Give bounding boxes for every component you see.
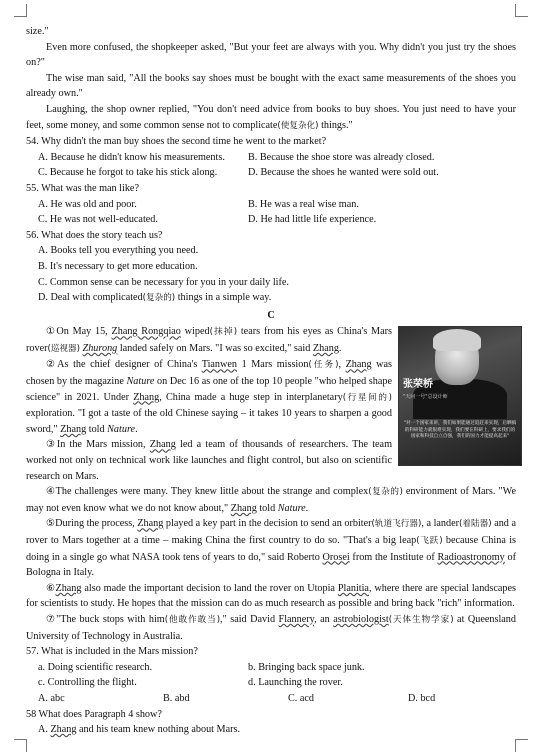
option-c[interactable]: C. He was not well-educated. <box>38 214 158 226</box>
option-a[interactable]: A. Zhang and his team knew nothing about Mars. <box>38 724 241 736</box>
option-a[interactable]: A. Because he didn't know his measurements. <box>38 151 225 163</box>
option-a[interactable]: A. abc <box>38 692 65 704</box>
passage-b-ending: size." <box>26 26 49 37</box>
photo-caption-title: "天问一号"总设计师 <box>403 394 448 401</box>
question-stem: 54. Why didn't the man buy shoes the second time he went to the market? <box>26 136 327 148</box>
question-55 <box>26 181 516 228</box>
passage-b-paragraph: Laughing, the shop owner replied, "You don't need advice from books to buy shoes. You just need to have your feet, some money, and some common sense not to complicate(使复杂化) things." <box>26 103 516 131</box>
crop-mark-top-right <box>515 4 528 17</box>
option-c[interactable]: C. acd <box>288 692 315 704</box>
passage-b-paragraph: The wise man said, "All the books say shoes must be bought with the exact same measurements of the shoes you already own." <box>26 72 516 100</box>
option-c[interactable]: C. Because he forgot to take his stick along. <box>38 167 218 179</box>
item-d: d. Launching the rover. <box>248 677 343 689</box>
question-57 <box>26 644 516 706</box>
question-56 <box>26 228 516 307</box>
question-stem: 57. What is included in the Mars mission? <box>26 646 198 658</box>
question-stem: 56. What does the story teach us? <box>26 229 163 241</box>
crop-mark-top-left <box>14 4 27 17</box>
paragraph-3: ③In the Mars mission, Zhang led a team of thousands of researchers. The team worked not only on technical work like launches and flight control, but also on scientific research on Mars. <box>26 439 393 482</box>
paragraph-6: ⑥Zhang also made the important decision to land the rover on Utopia Planitia, where there are special landscapes for scientists to study. He hopes that the mission can do as much research as possible and bring back "rich" information. <box>26 582 516 610</box>
question-54 <box>26 134 516 181</box>
option-a[interactable]: A. He was old and poor. <box>38 198 137 210</box>
option-b[interactable]: B. abd <box>163 692 190 704</box>
option-a[interactable]: A. Books tell you everything you need. <box>38 245 199 257</box>
photo-hair-shape <box>433 329 481 351</box>
paragraph-5: ⑤During the process, Zhang played a key part in the decision to send an orbiter(轨道飞行器), a lander(着陆器) and a rover to Mars together at a time – making China the first country to do so. "That's a big leap(飞跃) because China is doing in a single go what NASA took tens of years to do," said Roberto Orosei from the Institute of Radioastronomy of Bologna in Italy. <box>26 518 516 579</box>
item-c: c. Controlling the flight. <box>38 677 137 689</box>
option-c[interactable]: C. Common sense can be necessary for you in your daily life. <box>38 276 289 288</box>
paragraph-1: ①On May 15, Zhang Rongqiao wiped(抹掉) tears from his eyes as China's Mars rover(巡视器) Zhurong landed safely on Mars. "I was so excited," said Zhang. <box>26 326 392 354</box>
question-58 <box>26 707 516 738</box>
item-a: a. Doing scientific research. <box>38 661 152 673</box>
option-b[interactable]: B. It's necessary to get more education. <box>38 260 198 272</box>
photo-caption-name: 张荣桥 <box>403 379 433 391</box>
zhang-rongqiao-photo <box>398 326 522 466</box>
option-d[interactable]: D. Deal with complicated(复杂的) things in a simple way. <box>38 292 272 304</box>
document-body <box>26 24 516 738</box>
option-d[interactable]: D. bcd <box>408 692 436 704</box>
crop-mark-bottom-left <box>14 739 27 752</box>
option-b[interactable]: B. Because the shoe store was already closed. <box>248 151 435 163</box>
paragraph-2: ②As the chief designer of China's Tianwen 1 Mars mission(任务), Zhang was chosen by the magazine Nature on Dec 16 as one of the top 10 people "who helped shape science" in 2021. Under Zhang, China made a huge step in interplanetary(行星间的) exploration. "I got a taste of the old Chinese saying – it takes 10 years to sharpen a good sword," Zhang told Nature. <box>26 359 393 435</box>
question-stem: 58 What does Paragraph 4 show? <box>26 708 162 720</box>
item-b: b. Bringing back space junk. <box>248 661 365 673</box>
option-d[interactable]: D. He had little life experience. <box>248 214 377 226</box>
question-stem: 55. What was the man like? <box>26 182 139 194</box>
paragraph-4: ④The challenges were many. They knew little about the strange and complex(复杂的) environment of Mars. "We may not even know what we do not know about," Zhang told Nature. <box>26 486 516 514</box>
paragraph-7: ⑦"The buck stops with him(他敢作敢当)," said David Flannery, an astrobiologist(天体生物学家) at Queensland University of Technology in Australia. <box>26 613 516 642</box>
option-b[interactable]: B. He was a real wise man. <box>248 198 359 210</box>
crop-mark-bottom-right <box>515 739 528 752</box>
option-d[interactable]: D. Because the shoes he wanted were sold out. <box>248 167 439 179</box>
section-heading: C <box>267 309 275 321</box>
photo-quote: "对一个国家来讲，我们如果能通过追赶来实现，后晒搞的科研能力就很难实现，我们要在科研上，要求我们的国家和科技自立自强，我们的国力才能提高起来" <box>403 421 517 440</box>
passage-b-paragraph: Even more confused, the shopkeeper asked, "But your feet are always with you. Why didn't you just try the shoes on?" <box>26 41 516 69</box>
